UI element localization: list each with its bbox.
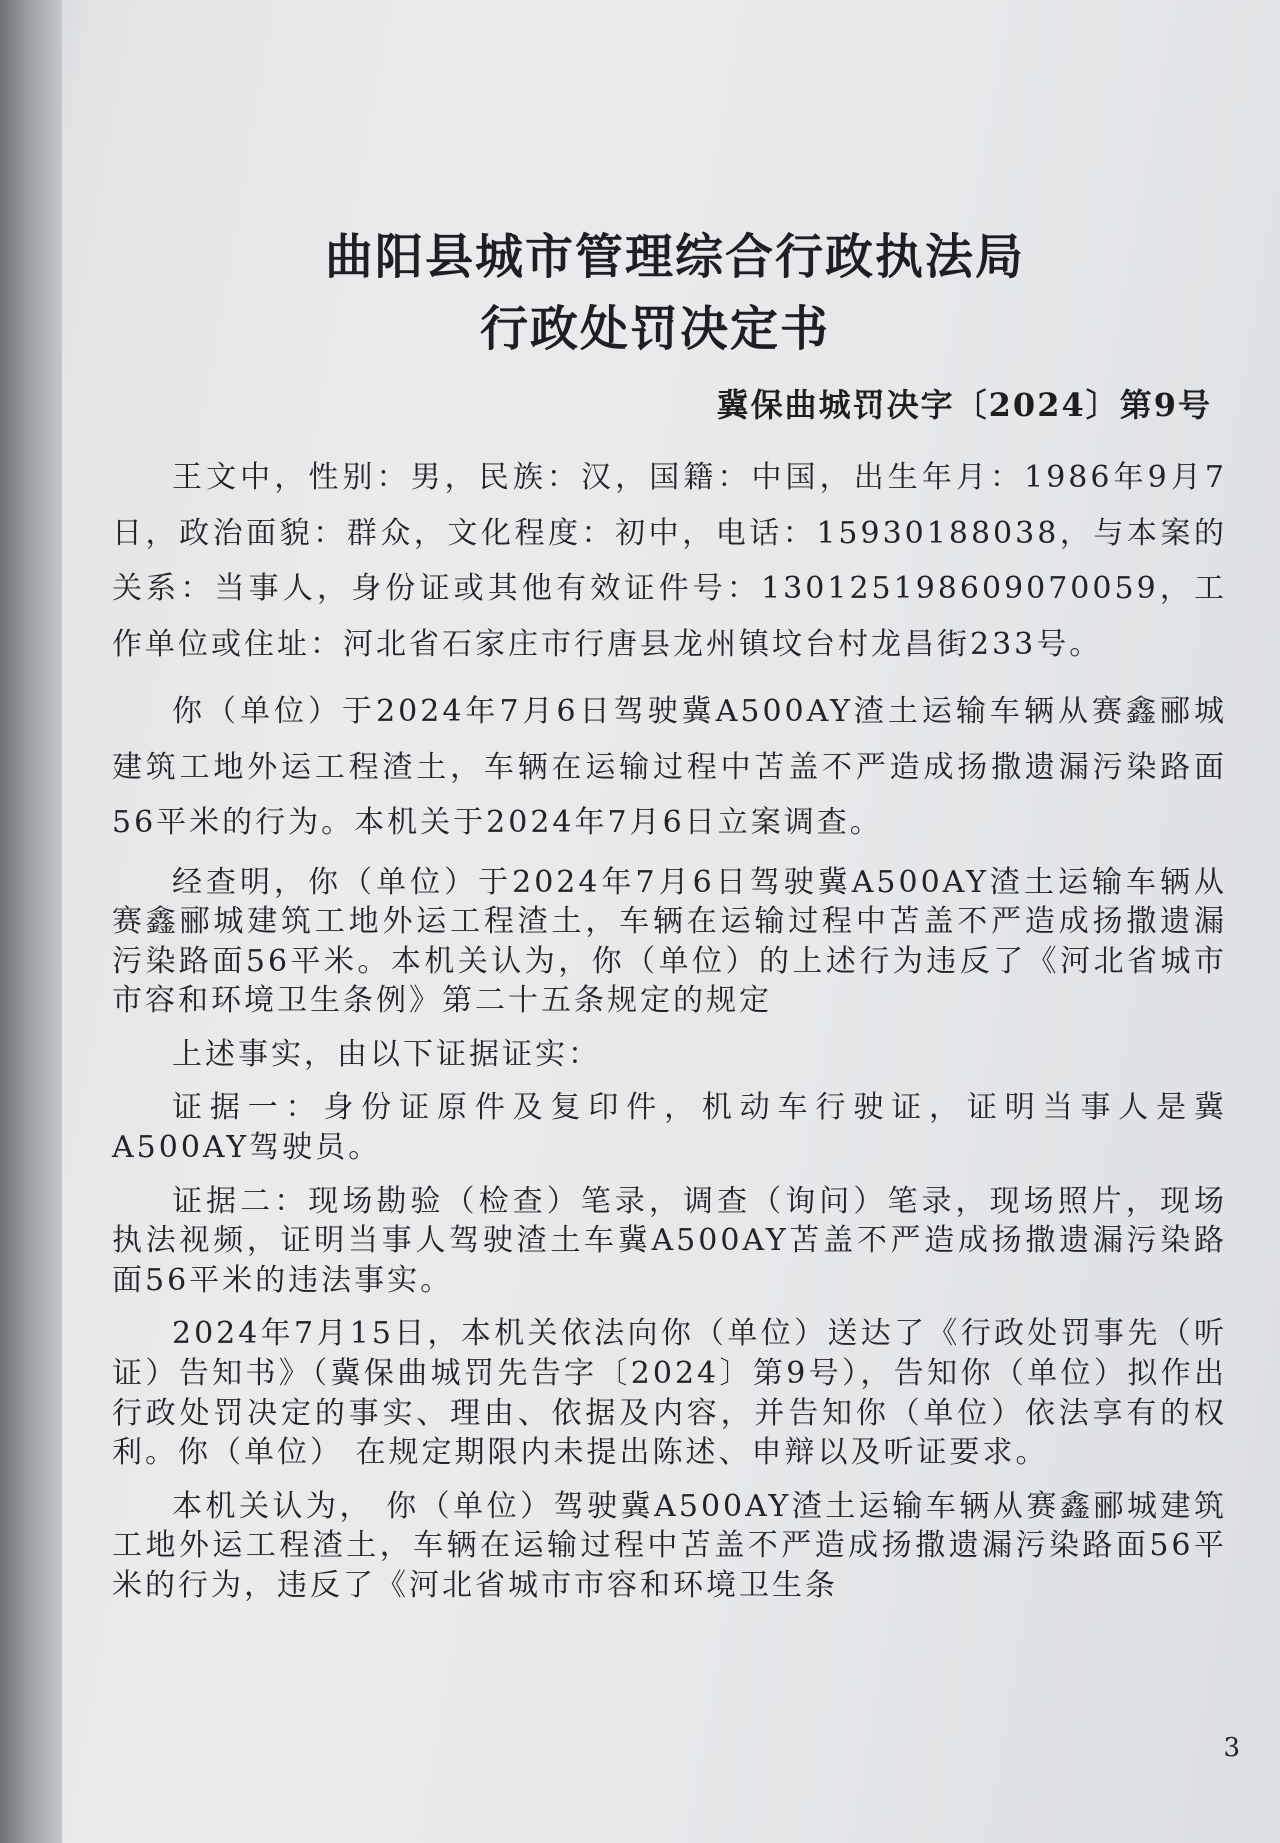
paragraph-party-info: 王文中，性别：男，民族：汉，国籍：中国，出生年月：1986年9月7日，政治面貌：群众，文化程度：初中，电话：15930188038，与本案的关系：当事人，身份证或其他有效证件号：130125198609070059，工作单位或住址：河北省石家庄市行唐县龙州镇坟台村龙昌街233号。 bbox=[112, 460, 1227, 662]
document-number: 冀保曲城罚决字〔2024〕第9号 bbox=[716, 386, 1212, 424]
paragraph-notification: 2024年7月15日，本机关依法向你（单位）送达了《行政处罚事先（听证）告知书》（冀保曲城罚先告字〔2024〕第9号），告知你（单位）拟作出行政处罚决定的事实、理由、依据及内容，并告知你（单位）依法享有的权利。你（单位） 在规定期限内未提出陈述、申辩以及听证要求。 bbox=[112, 1316, 1227, 1471]
paragraph-findings: 经查明，你（单位）于2024年7月6日驾驶冀A500AY渣土运输车辆从赛鑫郦城建筑工地外运工程渣土，车辆在运输过程中苫盖不严造成扬撒遗漏污染路面56平米。本机关认为，你（单位）的上述行为违反了《河北省城市市容和环境卫生条例》第二十五条规定的规定 bbox=[112, 864, 1227, 1019]
paragraph-evidence-2: 证据二：现场勘验（检查）笔录，调查（询问）笔录，现场照片，现场执法视频，证明当事人驾驶渣土车冀A500AY苫盖不严造成扬撒遗漏污染路面56平米的违法事实。 bbox=[112, 1183, 1227, 1298]
paragraph-evidence-1: 证据一：身份证原件及复印件，机动车行驶证，证明当事人是冀A500AY驾驶员。 bbox=[112, 1090, 1227, 1166]
paragraph-evidence-intro: 上述事实，由以下证据证实： bbox=[172, 1036, 601, 1072]
document-title-type: 行政处罚决定书 bbox=[479, 301, 830, 357]
paragraph-case-summary: 你（单位）于2024年7月6日驾驶冀A500AY渣土运输车辆从赛鑫郦城建筑工地外运工程渣土，车辆在运输过程中苫盖不严造成扬撒遗漏污染路面56平米的行为。本机关于2024年7月6日立案调查。 bbox=[112, 694, 1227, 840]
document-body bbox=[112, 450, 1227, 1620]
paragraph-conclusion: 本机关认为， 你（单位）驾驶冀A500AY渣土运输车辆从赛鑫郦城建筑工地外运工程渣土，车辆在运输过程中苫盖不严造成扬撒遗漏污染路面56平米的行为，违反了《河北省城市市容和环境卫生条 bbox=[112, 1488, 1227, 1603]
document-title-agency: 曲阳县城市管理综合行政执法局 bbox=[324, 229, 1025, 285]
page-number: 3 bbox=[1223, 1733, 1240, 1763]
